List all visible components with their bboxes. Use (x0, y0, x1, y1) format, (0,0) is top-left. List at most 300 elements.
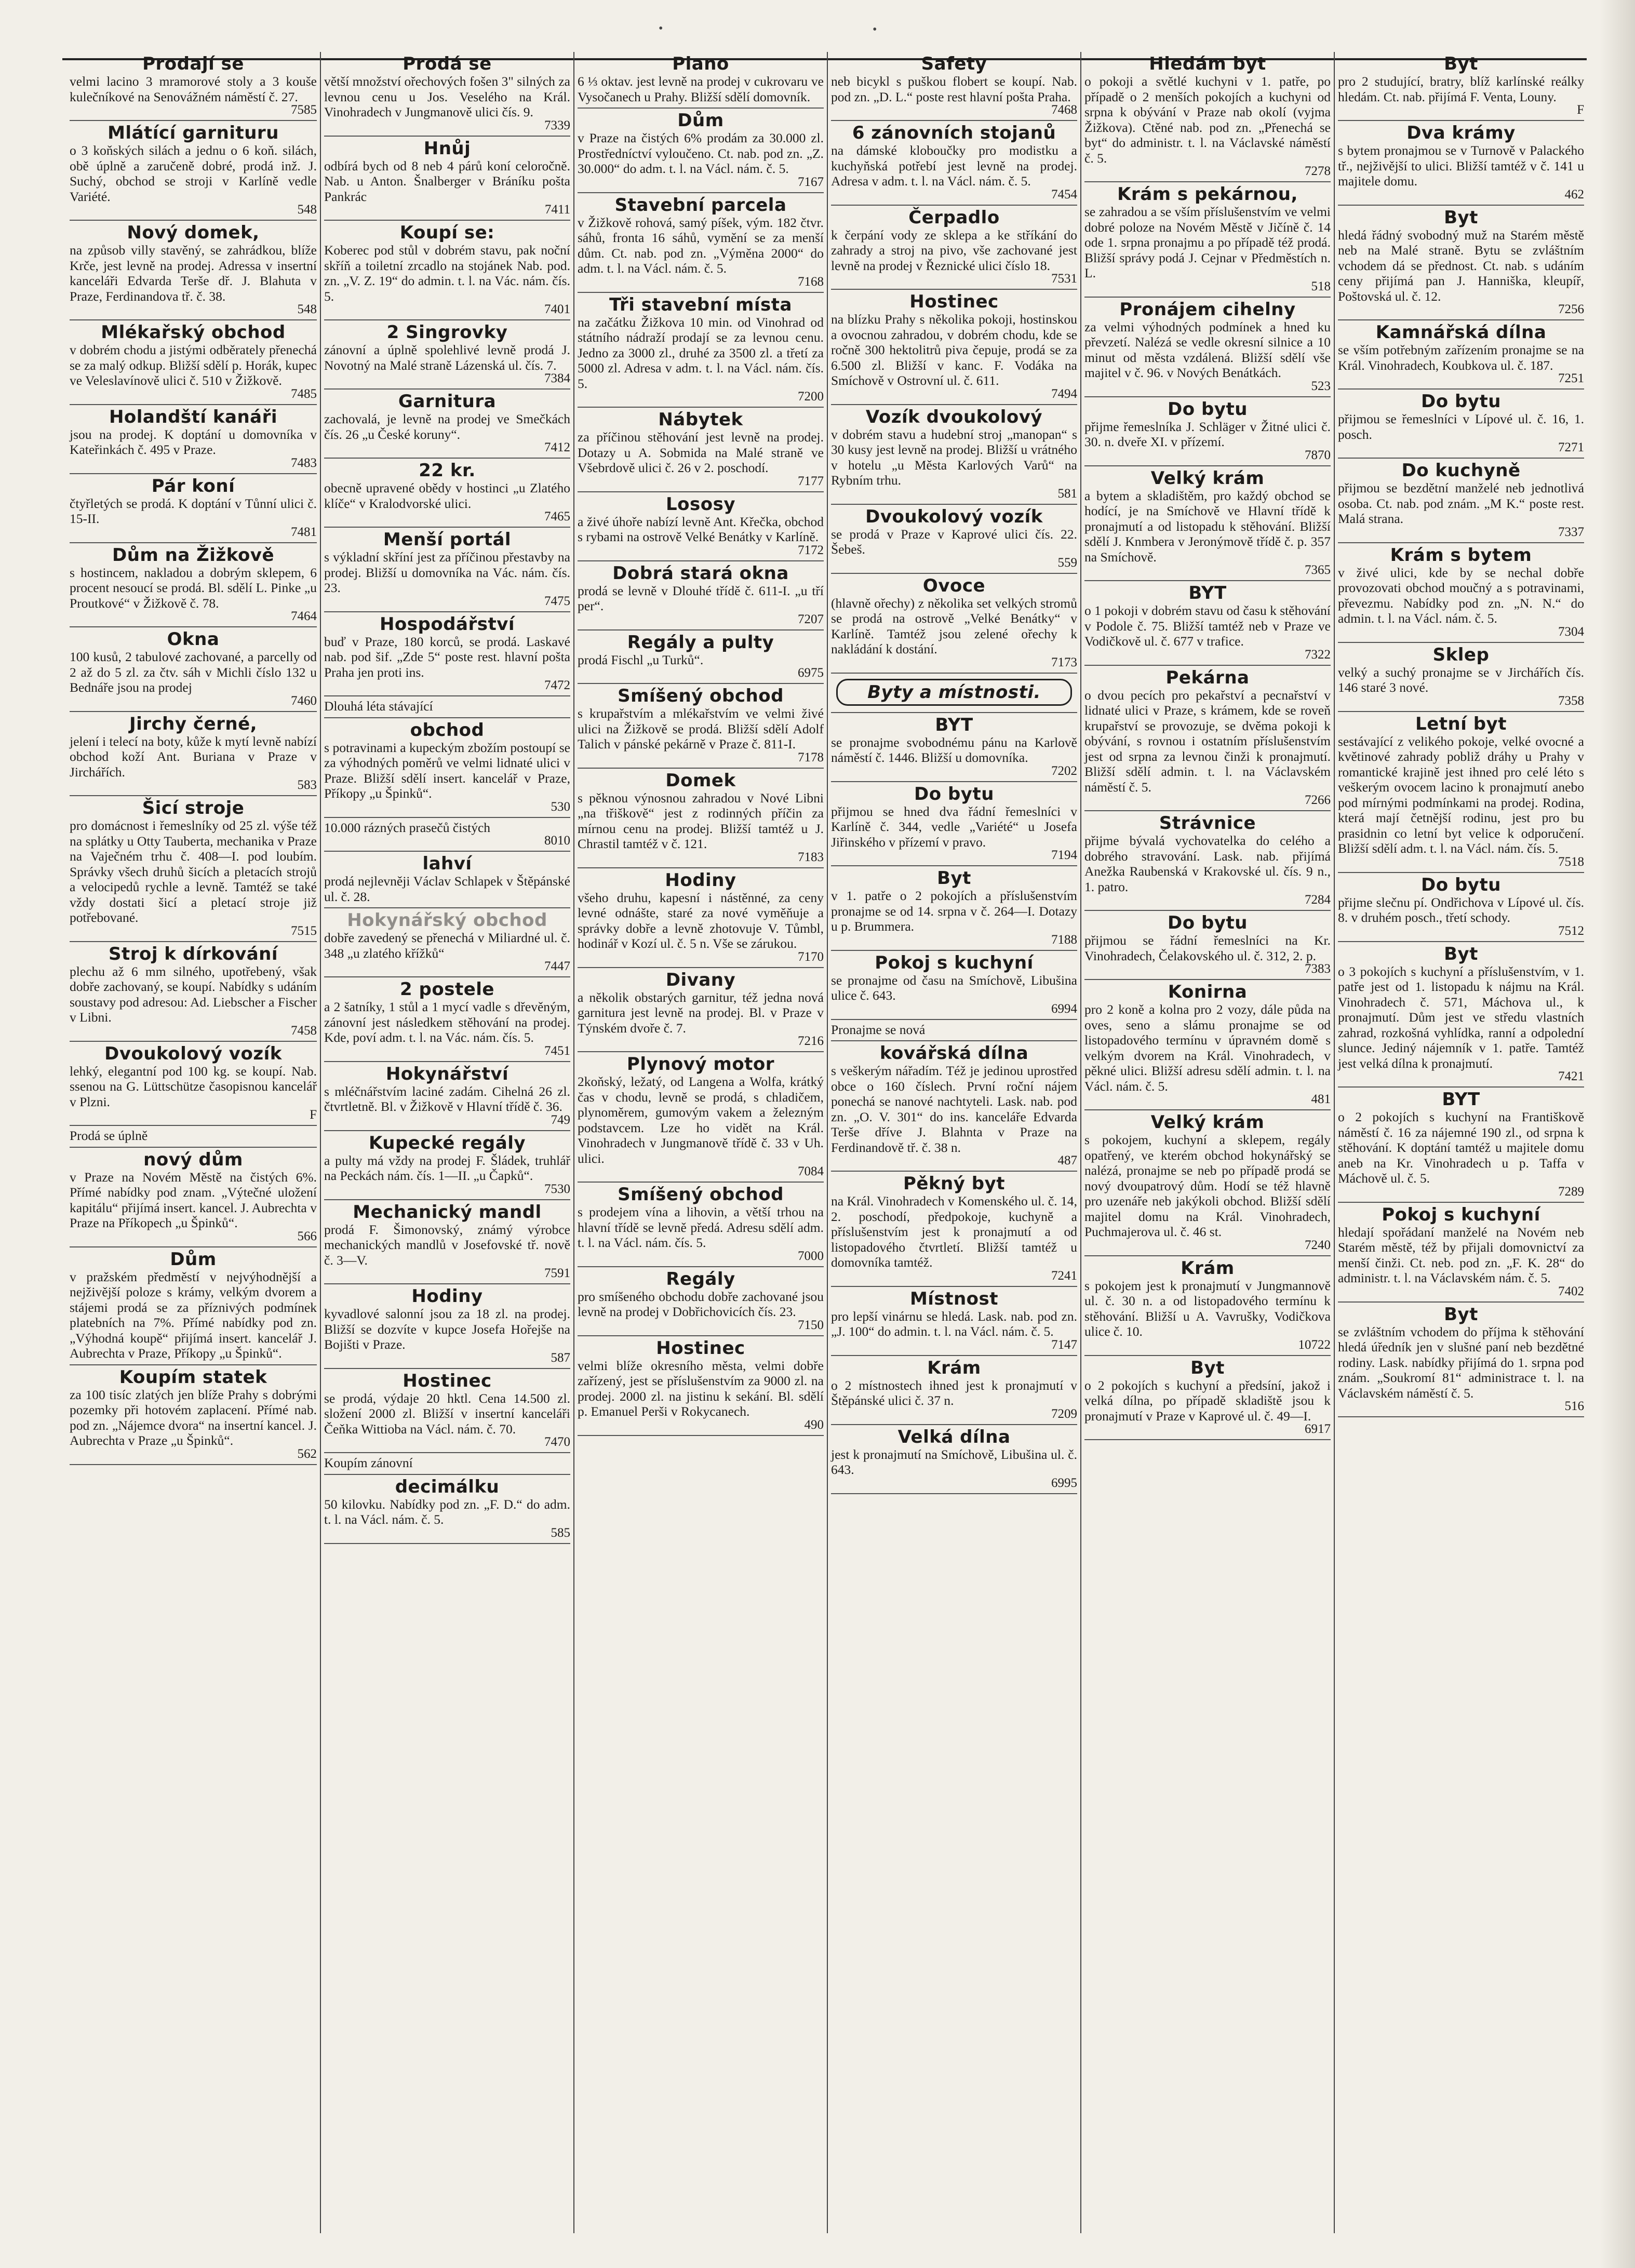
classified-ad (324, 977, 570, 1062)
classified-ad (70, 796, 317, 942)
classified-ad (1084, 911, 1331, 980)
classified-ad (578, 52, 824, 109)
classified-ad (324, 1200, 570, 1285)
ad-text: v Žižkově rohová, samý píšek, vým. 182 čtvr. sáhů, fronta 16 sáhů, vymění se za menší dům. Ct. nab. pod zn. „Výměna 2000“ do adm. t. l. na Václ. nám. č. 5. (578, 214, 824, 276)
ad-title: Byt (1444, 1304, 1478, 1325)
ad-text: s mléčnářstvím laciné zadám. Cihelná 26 zl. čtvrtletně. Bl. v Žižkově v Hlavní třídě č. 36. (324, 1083, 570, 1114)
ad-number: 6917 (1305, 1422, 1331, 1436)
ad-text: o 2 pokojích s kuchyní na Františkově náměstí č. 16 za nájemné 190 zl., od srpna k stěhování. K doptání tamtéž u majitele domu aneb na Kr. Vinohradech u p. Taffa v Máchově ul. č. 5. (1338, 1109, 1584, 1186)
ad-title: Tři stavební místa (609, 294, 792, 315)
ad-number: 7337 (1558, 525, 1584, 539)
ad-text: větší množství ořechových fošen 3" silných za levnou cenu u Jos. Veselého na Král. Vinohradech v Jungmanově ulici čís. 9. (324, 74, 570, 119)
ad-title: Garnitura (398, 391, 497, 412)
ad-text: přijmou se bezdětní manželé neb jednotlivá osoba. Ct. nab. pod znám. „M K.“ poste rest. Malá strana. (1338, 480, 1584, 526)
classified-ad (324, 1284, 570, 1369)
ad-text: v Praze na Novém Městě na čistých 6%. Přímé nabídky pod znam. „Výtečné uložení kapitálu“ přijímá insert. kancel. J. Aubrechta v Praze na Příkopech „u Špinků“. (70, 1169, 317, 1230)
classified-ad (578, 109, 824, 193)
ad-title: Dobrá stará okna (612, 562, 789, 584)
ad-number: 7365 (1305, 563, 1331, 577)
ad-title: Ovoce (922, 575, 986, 596)
ad-text: v dobrém stavu a hudební stroj „manopan“ s 30 kusy jest levně na prodej. Bližší u vrátného v hotelu „u Města Karlových Varů“ na Rybním trhu. (831, 426, 1077, 488)
classified-ad (831, 505, 1077, 574)
classified-ad (831, 782, 1077, 867)
ad-number: 7000 (798, 1249, 824, 1263)
classified-ad (324, 718, 570, 818)
classified-ad (70, 474, 317, 543)
ad-title: Prodají se (142, 53, 244, 74)
ad-title: Dvoukolový vozík (104, 1043, 282, 1064)
ad-title: obchod (410, 719, 485, 741)
classified-ad (70, 942, 317, 1042)
ad-text: lehký, elegantní pod 100 kg. se koupí. Nab. ssenou na G. Lüttschütze časopisnou kancelář v Plzni. (70, 1063, 317, 1109)
ad-text: na Král. Vinohradech v Komenského ul. č. 14, 2. poschodí, předpokoje, kuchyně a příslušenstvím jest k pronajmutí a od listopadového čtvrtletí. Bližší tamtéž u domovníka tamtéž. (831, 1193, 1077, 1270)
classified-ad (70, 221, 317, 320)
classified-ad (578, 408, 824, 492)
classified-ad (1338, 712, 1584, 873)
classified-ad (578, 193, 824, 293)
ad-title: Nábytek (658, 409, 743, 430)
ad-number: 749 (551, 1112, 570, 1127)
ad-number: 7518 (1558, 854, 1584, 869)
classified-ad (578, 561, 824, 630)
ad-title: Velký krám (1150, 467, 1265, 489)
classified-ad (70, 1247, 317, 1365)
ad-number: 7172 (798, 543, 824, 557)
ad-title: Hledám byt (1149, 53, 1266, 74)
ad-number: 7271 (1558, 440, 1584, 454)
classified-ad (831, 1020, 1077, 1042)
classified-ad (70, 712, 317, 797)
ad-text: pro 2 studující, bratry, blíž karlínské reálky hledám. Ct. nab. přijímá F. Venta, Louny. (1338, 74, 1584, 104)
classified-ad (324, 390, 570, 459)
ad-text: velký a suchý pronajme se v Jirchářích čís. 146 staré 3 nové. (1338, 664, 1584, 695)
ad-number: 7483 (291, 455, 317, 470)
ad-title: Byt (937, 868, 971, 889)
classified-ad (1338, 459, 1584, 543)
ad-text: o pokoji a světlé kuchyni v 1. patře, po případě o 2 menších pokojích a kuchyni od srpna k obývání v Praze nab okolí (vyjma Žižkova). Ctěné nab. pod zn. „Přenechá se byt“ do administr. t. l. na Václavské náměstí č. 5. (1084, 74, 1331, 166)
ad-title: Byt (1190, 1357, 1225, 1378)
ad-text: k čerpání vody ze sklepa a ke stříkání do zahrady a stroj na pivo, vše zachované jest levně na prodej v Řeznické ulici číslo 18. (831, 227, 1077, 273)
ad-title: BYT (1188, 583, 1227, 603)
ad-text: Koberec pod stůl v dobrém stavu, pak noční skříň a toiletní zrcadlo na stojánek Nab. pod. zn. „V. Z. 19“ do admin. t. l. na Vác. nám. čís. 5. (324, 243, 570, 304)
ad-number: 7207 (798, 612, 824, 626)
ad-number: 7412 (544, 440, 570, 454)
ad-number: 7178 (798, 750, 824, 764)
ad-text: s veškerým nářadím. Též je jedinou uprostřed obce o 160 číslech. První roční nájem ponechá se nanové nachtyteli. Lask. nab. pod zn. „O. V. 301“ do ins. kanceláře Edvarda Terše dříve J. Blahnta v Praze na Ferdinandově tř. č. 38 n. (831, 1063, 1077, 1155)
ad-title: Do bytu (914, 783, 994, 804)
ad-title: Pěkný byt (903, 1173, 1006, 1194)
ad-number: 7451 (544, 1043, 570, 1058)
ad-number: 7183 (798, 850, 824, 864)
ad-number: 523 (1311, 379, 1331, 393)
classified-ad (324, 528, 570, 612)
ad-number: 566 (297, 1229, 317, 1243)
ad-text: 50 kilovku. Nabídky pod zn. „F. D.“ do adm. t. l. na Václ. nám. č. 5. (324, 1496, 570, 1527)
ad-number: 7421 (1558, 1069, 1584, 1083)
ad-text: přijme bývalá vychovatelka do celého a dobrého stravování. Lask. nab. přijímá Anežka Raubenská v Krakovské ul. čís. 9 n., 1. patro. (1084, 833, 1331, 894)
classified-ad (578, 1183, 824, 1267)
classified-ad (1338, 121, 1584, 206)
ad-title: Pokoj s kuchyní (1382, 1204, 1540, 1225)
ad-number: 559 (1057, 555, 1077, 570)
classified-ad (70, 320, 317, 405)
ad-title: 6 zánovních stojanů (852, 123, 1056, 143)
ad-title: Velká dílna (897, 1426, 1011, 1447)
ad-title: Pronájem cihelny (1119, 299, 1296, 320)
ad-number: 7150 (798, 1318, 824, 1332)
classified-ad (324, 852, 570, 908)
classified-ad (578, 1052, 824, 1183)
classified-ad (831, 674, 1077, 713)
ad-text: neb bicykl s puškou flobert se koupí. Nab. pod zn. „D. L.“ poste rest hlavní pošta Praha. (831, 74, 1077, 104)
ad-title: Domek (665, 770, 736, 791)
ad-text: plechu až 6 mm silného, upotřebený, však dobře zachovaný, se koupí. Nabídky s udáním soustavy pod adresou: Ad. Liebscher a Fischer v Libni. (70, 963, 317, 1025)
classified-ad (324, 320, 570, 390)
ad-title: Hostinec (909, 291, 999, 312)
ad-number: 7464 (291, 609, 317, 623)
classified-ad (70, 1365, 317, 1465)
ad-title: BYT (935, 714, 973, 735)
ad-text: o dvou pecích pro pekařství a pecnařství v lidnaté ulici v Praze, s krámem, kde se roveň krupařství se provozuje, se dvěma pokoji k obývání, s rovnou i ostatním příslušenstvím jest od srpna za levnou činži k pronajmutí. Bližší sdělí admin. t. l. na Václavském náměstí č. 5. (1084, 687, 1331, 795)
ad-text: se prodá v Praze v Kaprové ulici čís. 22. Šebeš. (831, 526, 1077, 557)
ad-title: Hospodářství (379, 613, 515, 635)
ad-title: Mlátící garnituru (108, 123, 279, 143)
classified-ad (578, 492, 824, 561)
section-heading: Byty a místnosti. (836, 679, 1072, 706)
ad-title: Dům (170, 1249, 217, 1270)
classified-ad (578, 968, 824, 1053)
ad-number: 6975 (798, 666, 824, 680)
ad-number: 7460 (291, 693, 317, 708)
classified-ad (1338, 1303, 1584, 1418)
classified-ad (1084, 466, 1331, 582)
ad-text: o 2 pokojích s kuchyní a předsíní, jakož i velká dílna, po případě skladiště jsou k pronajmutí v Praze v Kaprové ul. č. 49—I. (1084, 1377, 1331, 1424)
classified-ad (1084, 1356, 1331, 1441)
classified-ad (324, 1062, 570, 1131)
ad-number: 7512 (1558, 923, 1584, 938)
classified-ad (578, 868, 824, 968)
ad-text: na způsob villy stavěný, se zahrádkou, blíže Krče, jest levně na prodej. Adressa v insertní kanceláři Edvarda Terše dř. J. Blahuta v Praze, Ferdinandova tř. č. 38. (70, 243, 317, 304)
classified-ad (324, 1453, 570, 1475)
classified-ad (831, 52, 1077, 121)
ad-number: 7241 (1051, 1268, 1077, 1283)
ad-text: v živé ulici, kde by se nechal dobře provozovati obchod moučný a s potravinami, převezmu. Nabídky pod zn. „N. N.“ do admin. t. l. na Václ. nám. č. 5. (1338, 565, 1584, 626)
ad-text: přijmou se řemeslníci v Lípové ul. č. 16, 1. posch. (1338, 411, 1584, 442)
ad-text: 10.000 rázných prasečů čistých (324, 820, 491, 835)
ad-title: Jirchy černé, (129, 713, 258, 734)
ad-title: 22 kr. (419, 460, 476, 481)
ad-text: se pronajme od času na Smíchově, Libušina ulice č. 643. (831, 972, 1077, 1003)
ad-text: o 3 pokojích s kuchyní a příslušenstvím, v 1. patře jest od 1. listopadu k nájmu na Král. Vinohradech č. 571, Máchova ul., k pronajmutí. Dům jest ve středu vlastních zahrad, rozkošná vyhlídka, ranní a odpolední slunce. Jediný nájemník v 1. patře. Tamtéž jest velká dílna k pronajmutí. (1338, 963, 1584, 1071)
ad-title: Mlékařský obchod (101, 322, 286, 343)
classified-ad (1084, 1110, 1331, 1256)
ad-text: velmi blíže okresního města, velmi dobře zařízený, jest se příslušenstvím za 9000 zl. na prodej. 2000 zl. na jistinu k sekání. Bl. sdělí p. Emanuel Perši v Rokycanech. (578, 1358, 824, 1419)
ad-number: 7401 (544, 302, 570, 316)
ad-number: 7339 (544, 118, 570, 132)
ad-title: Místnost (909, 1288, 999, 1309)
ad-text: zachovalá, je levně na prodej ve Smečkách čís. 26 „u České koruny“. (324, 411, 570, 442)
ad-number: 548 (297, 302, 317, 316)
classified-ad (831, 405, 1077, 505)
ad-text: o 1 pokoji v dobrém stavu od času k stěhování v Podole č. 75. Bližší tamtéž neb v Praze ve Vodičkově ul. č. 677 v trafice. (1084, 603, 1331, 649)
ad-title: Smíšený obchod (618, 1184, 784, 1205)
ad-title: Do bytu (1168, 398, 1248, 420)
ad-text: s pokojem, kuchyní a sklepem, regály opatřený, ve kterém obchod hokynářský se nalézá, pronajme se neb po případě prodá se nový dvoupatrový dům. Hodí se též hlavně pro uzenáře neb jakýkoli obchod. Bližší sdělí majitel domu na Král. Vinohradech, Puchmajerova ul. č. 46 st. (1084, 1132, 1331, 1239)
ad-number: 7209 (1051, 1406, 1077, 1421)
ad-number: 7240 (1305, 1238, 1331, 1252)
ad-text: prodá se levně v Dlouhé třídě č. 611-I. „u tří per“. (578, 583, 824, 613)
ad-number: 7870 (1305, 448, 1331, 462)
ad-number: 7266 (1305, 793, 1331, 807)
ad-text: dobře zavedený se přenechá v Miliardné ul. č. 348 „u zlatého křížků“ (324, 930, 570, 961)
ad-number: 7531 (1051, 272, 1077, 286)
ad-number: 7530 (544, 1182, 570, 1196)
ad-text: s pěknou výnosnou zahradou v Nové Libni „na třiškově“ jest z rodinných příčin za mírnou cenu na prodej. Bližší tamtéž u J. Chrastil tamtéž v č. 121. (578, 790, 824, 851)
column-6 (1334, 52, 1587, 2233)
ad-title: Do bytu (1421, 874, 1501, 895)
classified-ad (324, 1369, 570, 1454)
ad-number: 462 (1564, 187, 1584, 202)
ad-title: Byt (1444, 53, 1478, 74)
ad-number: 7304 (1558, 624, 1584, 639)
ad-title: Nový domek, (127, 222, 260, 243)
ad-text: v Praze na čistých 6% prodám za 30.000 zl. Prostředníctví vyloučeno. Ct. nab. pod zn. „Z. 30.000“ do adm. t. l. na Václ. nám. č. 5. (578, 130, 824, 176)
classified-ad (324, 137, 570, 221)
classified-ad (578, 630, 824, 685)
ad-number: 7170 (798, 949, 824, 964)
ad-title: Stroj k dírkování (108, 943, 278, 964)
ad-title: Krám s pekárnou, (1117, 184, 1298, 205)
ad-title: Holandští kanáři (109, 406, 278, 427)
ad-number: 6994 (1051, 1001, 1077, 1016)
ad-text: pro lepší vinárnu se hledá. Lask. nab. pod zn. „J. 100“ do admin. t. l. na Václ. nám. č. 5. (831, 1308, 1077, 1339)
ad-text: pro smíšeného obchodu dobře zachované jsou levně na prodej v Dobřichovicích čís. 23. (578, 1289, 824, 1319)
ad-title: Hokynářství (385, 1063, 509, 1084)
ad-title: Okna (167, 629, 220, 650)
ad-text: 6 ⅓ oktav. jest levně na prodej v cukrovaru ve Vysočanech u Prahy. Bližší sdělí domovník. (578, 74, 824, 104)
column-4 (827, 52, 1080, 2233)
ad-number: 7289 (1558, 1184, 1584, 1199)
ad-text: se prodá, výdaje 20 hktl. Cena 14.500 zl. složení 2000 zl. Bližší v insertní kanceláři Čeňka Wittioba na Václ. nám. č. 70. (324, 1390, 570, 1437)
ad-number: 6995 (1051, 1475, 1077, 1490)
ad-number: 7468 (1051, 103, 1077, 117)
classified-ad (70, 121, 317, 221)
ad-number: 10722 (1298, 1337, 1331, 1352)
classified-ad (324, 1475, 570, 1544)
ad-title: Krám (1181, 1257, 1235, 1279)
column-3 (573, 52, 827, 2233)
ad-number: 7411 (544, 203, 570, 217)
classified-ad (1084, 182, 1331, 298)
ad-title: Čerpadlo (908, 207, 1000, 228)
classified-ad (831, 1425, 1077, 1494)
classified-ad (1084, 1256, 1331, 1356)
ad-title: lahví (422, 853, 472, 874)
classified-columns (66, 52, 1587, 2233)
ad-number: 548 (297, 203, 317, 217)
ad-text: se vším potřebným zařízením pronajme se na Král. Vinohradech, Koubkova ul. č. 187. (1338, 342, 1584, 373)
classified-ad (1084, 298, 1331, 397)
ad-title: Koupí se: (399, 222, 495, 243)
classified-ad (70, 543, 317, 628)
ad-text: na dámské kloboučky pro modistku a kuchyňská potřebí jest levně na prodej. Adresa v adm. t. l. na Václ. nám. č. 5. (831, 143, 1077, 189)
ad-text: jsou na prodej. K doptání u domovníka v Kateřinkách č. 495 v Praze. (70, 426, 317, 457)
ad-title: Hostinec (403, 1370, 492, 1391)
classified-ad (578, 293, 824, 408)
column-1 (66, 52, 320, 2233)
classified-ad (1338, 1088, 1584, 1203)
ad-text: přijmou se řádní řemeslníci na Kr. Vinohradech, Čelakovského ul. č. 312, 2. p. (1084, 933, 1331, 963)
classified-ad (831, 121, 1077, 206)
ad-text: odbírá bych od 8 neb 4 párů koní celoročně. Nab. u Anton. Šnalberger v Bráníku pošta Pankrác (324, 158, 570, 204)
ad-number: 7458 (291, 1023, 317, 1038)
ad-title: Velký krám (1150, 1112, 1265, 1133)
classified-ad (1338, 390, 1584, 459)
ad-title: Piano (672, 53, 729, 74)
ad-title: Prodá se (403, 53, 492, 74)
ad-text: za příčinou stěhování jest levně na prodej. Dotazy u A. Sobmida na Malé straně ve Všebrdově ulici č. 26 v 2. poschodí. (578, 430, 824, 475)
ad-number: 7322 (1305, 647, 1331, 662)
classified-ad (324, 1131, 570, 1200)
ad-title: Stavební parcela (614, 194, 787, 216)
ad-number: 7168 (798, 274, 824, 289)
ad-text: se zahradou a se vším příslušenstvím ve velmi dobré poloze na Novém Městě v Jičíně č. 14 ode 1. srpna pronajmu a po případě též prodá. Bližší správy podá J. Cejnar v Předměstích n. L. (1084, 204, 1331, 280)
ad-number: 7402 (1558, 1284, 1584, 1298)
classified-ad (324, 908, 570, 977)
ad-number: 583 (297, 778, 317, 792)
classified-ad (578, 1336, 824, 1436)
ad-number: 581 (1057, 486, 1077, 501)
classified-ad (831, 1172, 1077, 1287)
ad-title: Letní byt (1415, 713, 1507, 734)
ad-text: s hostincem, nakladou a dobrým sklepem, 6 procent nesoucí se prodá. Bl. sdělí L. Pinke „u Proutkové“ v Žižkově č. 78. (70, 565, 317, 611)
ad-text: s potravinami a kupeckým zbožím postoupí se za výhodných poměrů ve velmi lidnaté ulici v Praze. Bližší sdělí insert. kancelář v Praze, Příkopy „u Špinků“. (324, 740, 570, 801)
classified-ad (831, 1287, 1077, 1356)
ad-title: Pár koní (151, 475, 235, 496)
ad-title: Hnůj (423, 138, 471, 159)
classified-ad (1084, 666, 1331, 812)
classified-ad (324, 612, 570, 697)
ad-title: Koupím statek (119, 1366, 267, 1388)
ad-title: Pekárna (1165, 667, 1250, 688)
ad-number: 587 (551, 1350, 570, 1365)
ad-title: nový dům (143, 1149, 243, 1170)
ad-text: zánovní a úplně spolehlivé levně prodá J. Novotný na Malé straně Lázenská ul. čís. 7. (324, 342, 570, 373)
classified-ad (70, 405, 317, 474)
ad-text: čtyřletých se prodá. K doptání v Tůnní ulici č. 15-II. (70, 495, 317, 526)
classified-ad (1084, 52, 1331, 182)
ad-title: Konirna (1168, 982, 1248, 1002)
ad-number: F (310, 1108, 317, 1122)
ad-number: 7591 (544, 1266, 570, 1280)
ad-number: 490 (804, 1417, 824, 1432)
ad-title: Kamnářská dílna (1375, 322, 1547, 343)
column-5 (1080, 52, 1334, 2233)
ad-number: 7384 (544, 371, 570, 385)
ad-number: 7284 (1305, 893, 1331, 907)
ad-number: 481 (1311, 1092, 1331, 1106)
ad-number: 562 (297, 1446, 317, 1461)
ad-number: 7084 (798, 1164, 824, 1178)
ad-title: Byt (1444, 207, 1478, 228)
ad-title: 2 postele (400, 979, 494, 1000)
ad-text: přijme řemeslníka J. Schläger v Žitné ulici č. 30. n. dveře XI. v přízemí. (1084, 419, 1331, 449)
ad-title: Krám s bytem (1390, 544, 1532, 566)
ad-text: v pražském předměstí v nejvýhodnější a nejživější poloze s krámy, velkým dvorem a stájemi prodá se za příznivých podmínek platebních na 7%. Přímé nabídky pod zn. „Výhodná koupě“ přijímá insert. kancelář J. Aubrechta v Praze, Příkopy „u Špinků“. (70, 1269, 317, 1361)
ad-title: Smíšený obchod (618, 686, 784, 706)
ad-number: 487 (1057, 1153, 1077, 1167)
ad-text: buď v Praze, 180 korců, se prodá. Laskavé nab. pod šif. „Zde 5“ poste rest. hlavní pošta Praha jen proti ins. (324, 634, 570, 680)
classified-ad (1084, 397, 1331, 466)
ad-number: 7147 (1051, 1337, 1077, 1352)
classified-ad (70, 1042, 317, 1126)
ad-text: hledají spořádaní manželé na Novém neb Starém městě, též by přijali domovnictví za menší činži. Ct. neb. pod zn. „F. K. 28“ do administr. t. l. na Václavském nám. č. 5. (1338, 1224, 1584, 1285)
ad-number: 7173 (1051, 655, 1077, 669)
ad-number: 7585 (291, 103, 317, 117)
ad-text: na začátku Žižkova 10 min. od Vinohrad od státního nádraží prodají se za levnou cenu. Jedno za 3000 zl., druhé za 3500 zl. a třetí za 5000 zl. Adresa v adm. t. l. na Václ. nám. čís. 5. (578, 314, 824, 391)
ad-number: 7188 (1051, 932, 1077, 947)
classified-ad (831, 1356, 1077, 1425)
classified-ad (70, 52, 317, 121)
ad-text: v dobrém chodu a jistými odběrately přenechá se za malý odkup. Bližší sdělí p. Horák, kupec ve Veleslavínově ulici č. 510 v Žižkově. (70, 342, 317, 388)
ad-text: na blízku Prahy s několika pokoji, hostinskou a ovocnou zahradou, v dobrém chodu, kde se ročně 300 hektolitrů piva čepuje, prodá se za 6.500 zl. Bližší v kanc. F. Vodáka na Smíchově v Ostrovní ul. č. 611. (831, 312, 1077, 388)
classified-ad (831, 206, 1077, 290)
ad-title: Dům (677, 110, 724, 131)
ad-text: pro 2 koně a kolna pro 2 vozy, dále půda na oves, seno a slámu pronajme se od listopadového termínu v úpravném domě s velkým dvorem na Král. Vinohradech, v pěkné ulici. Bližší adresu sdělí admin. t. l. na Václ. nám. č. 5. (1084, 1002, 1331, 1094)
classified-ad (578, 769, 824, 868)
classified-ad (1338, 206, 1584, 321)
ad-title: Byt (1444, 943, 1478, 964)
ad-title: Hodiny (411, 1286, 483, 1307)
ad-title: Do kuchyně (1401, 460, 1521, 481)
classified-ad (831, 866, 1077, 951)
ad-number: 7167 (798, 175, 824, 189)
ad-title: Hodiny (665, 869, 736, 891)
print-dot: • (873, 23, 877, 36)
classified-ad (578, 684, 824, 769)
ad-number: F (1577, 103, 1584, 117)
classified-ad (70, 1126, 317, 1148)
ad-text: za 100 tisíc zlatých jen blíže Prahy s dobrými pozemky při hotovém zaplacení. Přímé nab. pod zn. „Nájemce dvora“ na insertní kancel. J. Aubrechta v Praze „u Špinků“. (70, 1387, 317, 1448)
ad-title: Do bytu (1168, 912, 1248, 933)
classified-ad (1084, 980, 1331, 1110)
ad-number: 585 (551, 1525, 570, 1540)
classified-ad (1338, 320, 1584, 390)
classified-ad (70, 1148, 317, 1247)
ad-number: 7454 (1051, 187, 1077, 202)
ad-title: Divany (665, 969, 736, 990)
classified-ad (324, 818, 570, 852)
ad-title: Regály (666, 1268, 735, 1290)
ad-title: Dvoukolový vozík (865, 506, 1043, 527)
ad-title: Hokynářský obchod (347, 910, 547, 931)
ad-text: s pokojem jest k pronajmutí v Jungmannově ul. č. 30 n. a od listopadového termínu k stěhování. Bližší u A. Vavrušky, Vodičkova ulice č. 10. (1084, 1278, 1331, 1339)
ad-text: za velmi výhodných podmínek a hned ku převzetí. Nalézá se vedle okresní silnice a 10 minut od města vzdálená. Bližší sdělí vše majitel v č. 96. v Nových Benátkách. (1084, 319, 1331, 380)
ad-title: Lososy (665, 493, 736, 515)
ad-title: Krám (927, 1357, 981, 1378)
classified-ad (831, 574, 1077, 674)
print-dot: • (659, 22, 663, 35)
ad-title: Safety (921, 53, 987, 74)
ad-title: Menší portál (383, 529, 512, 550)
ad-title: Regály a pulty (627, 632, 774, 653)
ad-number: 7194 (1051, 848, 1077, 862)
ad-text: s prodejem vína a lihovin, a větší trhou na hlavní třídě se levně předá. Adresu sdělí adm. t. l. na Václ. nám. čís. 5. (578, 1204, 824, 1250)
classified-ad (324, 459, 570, 528)
classified-ad (578, 1267, 824, 1336)
ad-number: 7472 (544, 678, 570, 692)
ad-text: prodá F. Šimonovský, známý výrobce mechanických mandlů v Josefovské tř. nově č. 3—V. (324, 1222, 570, 1268)
